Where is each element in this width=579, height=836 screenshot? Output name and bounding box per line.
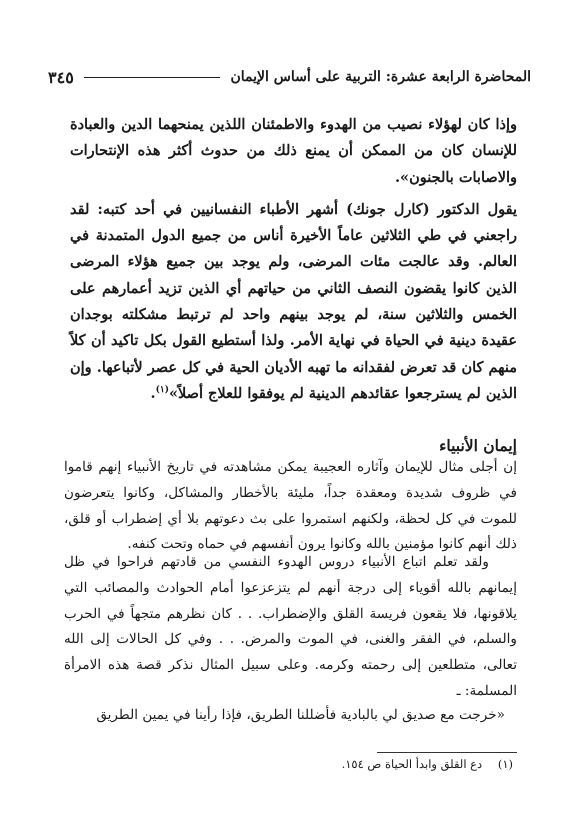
paragraph-story-start: «خرجت مع صديق لي بالبادية فأضللنا الطريق، فإذا رأينا في يمين الطريق [96, 707, 505, 723]
quote-block: وإذا كان لهؤلاء نصيب من الهدوء والاطمئنان اللذين يمنحهما الدين والعبادة للإنسان كان من الممكن أن يمنع ذلك من حدوث أكثر هذه الإنتحارات والاصابات بالجنون». [70, 116, 517, 186]
header-title: المحاضرة الرابعة عشرة: التربية على أساس الإيمان [230, 69, 531, 85]
running-header [48, 64, 531, 90]
jung-paragraph-closing: . [150, 384, 156, 402]
jung-paragraph-text: يقول الدكتور (كارل جونك) أشهر الأطباء النفسانيين في أحد كتبه: لقد راجعني في طي الثلاثين عاماً الأخيرة أناس من جميع الدول المتمدنة في العالم. وقد عالجت مئات المرضى، ولم يوجد بين جميع هؤلاء المرضى الذين كانوا يقضون النصف الثاني من حياتهم أي الذين تزيد أعمارهم على الخمس والثلاثين سنة، لم يوجد بينهم واحد لم ترتبط مشكلته بوجدان عقيدة دينية في الحياة في نهاية الأمر. ولذا أستطيع القول بكل تاكيد أن كلاً منهم كان قد تعرض لفقدانه ما تهبه الأديان الحية في كل عصر لأتباعها. وإن الذين لم يسترجعوا عقائدهم الدينية لم يوفقوا للعلاج أصلاً» [70, 200, 518, 402]
footnote [342, 757, 513, 771]
footnote-marker[interactable]: (١) [155, 385, 169, 396]
jung-paragraph [70, 197, 517, 407]
bold-quote-section [70, 112, 517, 407]
header-rule [84, 77, 221, 78]
page-number: ٣٤٥ [48, 67, 74, 87]
footnote-rule [377, 752, 517, 753]
footnote-number: (١) [497, 757, 513, 771]
paragraph-followers: ولقد تعلم اتباع الأنبياء دروس الهدوء النفسي من قادتهم فراحوا في ظل إيمانهم بالله أقوياء إلى درجة أنهم لم يتزعزعوا أمام الحوادث والمصائب التي يلاقونها، فلا يقعون فريسة القلق والإضطراب. . . كان نظرهم متجهاً في الحرب والسلم، في الفقر والغنى، في الموت والمرض. . . وفي كل الحالات إلى الله تعالى، متطلعين إلى رحمته وكرمه. وعلى سبيل المثال نذكر قصة هذه الامرأة المسلمة: ـ [64, 554, 517, 699]
footnote-text: دع القلق وابدأ الحياة ص ١٥٤. [341, 757, 483, 771]
paragraph-prophets-faith: إن أجلى مثال للإيمان وآثاره العجيبة يمكن مشاهدته في تاريخ الأنبياء إنهم قاموا في ظروف شديدة ومعقدة جداً، مليئة بالأخطار والمشاكل، وكانوا يتعرضون للموت في كل لحظة، ولكنهم استمروا على بث دعوتهم بلا أي إضطراب أو قلق، ذلك أنهم كانوا مؤمنين بالله وكانوا يرون أنفسهم في حماه وتحت كنفه. [64, 459, 517, 553]
section-heading: إيمان الأنبياء [439, 436, 517, 455]
